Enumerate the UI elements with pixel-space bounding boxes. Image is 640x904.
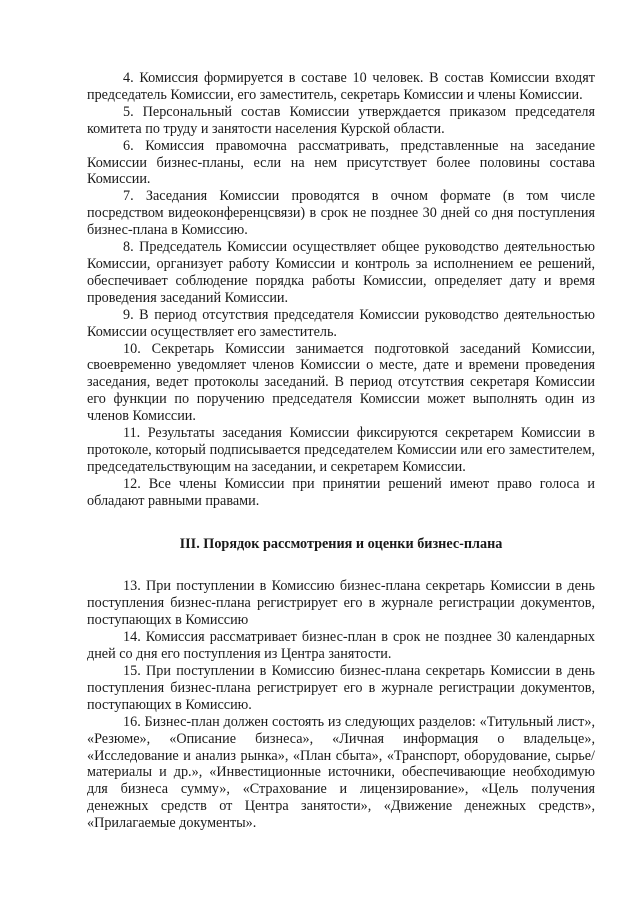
paragraph-7: 7. Заседания Комиссии проводятся в очном формате (в том числе посредством видеоконференцсвязи) в срок не позднее 30 дней со дня поступления бизнес-плана в Комиссию. — [87, 188, 595, 239]
paragraph-15: 15. При поступлении в Комиссию бизнес-плана секретарь Комиссии в день поступления бизнес-плана регистрирует его в журнале регистрации документов, поступающих в Комиссию. — [87, 663, 595, 713]
paragraph-8: 8. Председатель Комиссии осуществляет общее руководство деятельностью Комиссии, организует работу Комиссии и контроль за исполнением ее решений, обеспечивает соблюдение порядка работы Комиссии, определяет дату и время проведения заседаний Комиссии. — [87, 239, 595, 306]
paragraph-5: 5. Персональный состав Комиссии утверждается приказом председателя комитета по труду и занятости населения Курской области. — [87, 103, 595, 137]
paragraph-14: 14. Комиссия рассматривает бизнес-план в срок не позднее 30 календарных дней со дня его поступления из Центра занятости. — [87, 629, 595, 663]
paragraph-16: 16. Бизнес-план должен состоять из следующих разделов: «Титульный лист», «Резюме», «Описание бизнеса», «Личная информация о владельце», «Исследование и анализ рынка», «План сбыта», «Транспорт, оборудование, сырье/материалы и др.», «Инвестиционные источники, обеспечивающие необходимую для бизнеса сумму», «Страхование и лицензирование», «Цель получения денежных средств от Центра занятости», «Движение денежных средств», «Прилагаемые документы». — [87, 713, 595, 832]
paragraph-12: 12. Все члены Комиссии при принятии решений имеют право голоса и обладают равными правами. — [87, 475, 595, 509]
paragraph-6: 6. Комиссия правомочна рассматривать, представленные на заседание Комиссии бизнес-планы, если на нем присутствует более половины состава Комиссии. — [87, 137, 595, 188]
paragraph-13: 13. При поступлении в Комиссию бизнес-плана секретарь Комиссии в день поступления бизнес-плана регистрирует его в журнале регистрации документов, поступающих в Комиссию — [87, 578, 595, 629]
document-page — [87, 70, 595, 832]
paragraph-4: 4. Комиссия формируется в составе 10 человек. В состав Комиссии входят председатель Комиссии, его заместитель, секретарь Комиссии и члены Комиссии. — [87, 70, 595, 103]
paragraph-9: 9. В период отсутствия председателя Комиссии руководство деятельностью Комиссии осуществляет его заместитель. — [87, 306, 595, 340]
paragraph-10: 10. Секретарь Комиссии занимается подготовкой заседаний Комиссии, своевременно уведомляет членов Комиссии о месте, дате и времени проведения заседания, ведет протоколы заседаний. В период отсутствия секретаря Комиссии его функции по поручению председателя Комиссии может выполнять один из членов Комиссии. — [87, 340, 595, 425]
section-heading: III. Порядок рассмотрения и оценки бизнес-плана — [179, 535, 503, 552]
paragraph-11: 11. Результаты заседания Комиссии фиксируются секретарем Комиссии в протоколе, который подписывается председателем Комиссии или его заместителем, председательствующим на заседании, и секретарем Комиссии. — [87, 425, 595, 475]
